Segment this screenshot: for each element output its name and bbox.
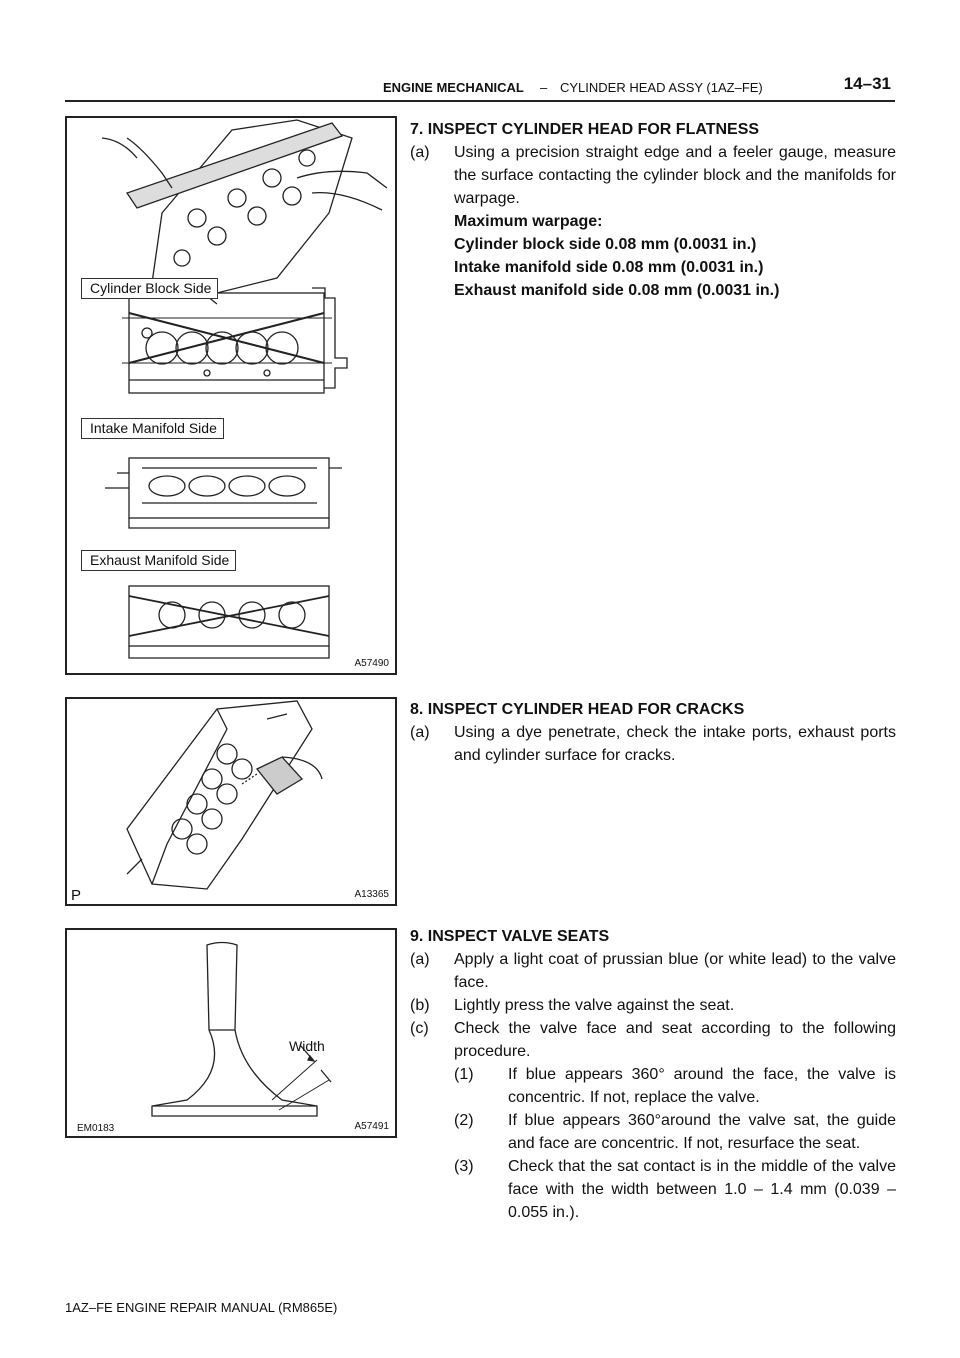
figure-code-left: EM0183 <box>77 1123 115 1134</box>
sub-text: If blue appears 360°around the valve sat, the guide and face are concentric. If not, resurface the seat. <box>508 1112 896 1152</box>
step-item <box>410 1017 896 1063</box>
sub-text: Check that the sat contact is in the middle of the valve face with the width between 1.0 – 1.4 mm (0.039 – 0.055 in.). <box>508 1158 896 1221</box>
page-footer: 1AZ–FE ENGINE REPAIR MANUAL (RM865E) <box>65 1300 338 1315</box>
step-item <box>410 994 896 1017</box>
page-number: 14–31 <box>843 74 891 93</box>
item-text: Lightly press the valve against the seat. <box>454 997 735 1014</box>
sub-item <box>410 1155 896 1224</box>
sub-marker: (2) <box>454 1112 474 1129</box>
subsection-title: CYLINDER HEAD ASSY (1AZ–FE) <box>560 80 763 95</box>
spec-label: Maximum warpage: <box>454 213 603 230</box>
step-7 <box>410 118 896 302</box>
valve-illustration <box>67 930 395 1136</box>
item-marker: (a) <box>410 951 430 968</box>
item-marker: (a) <box>410 724 430 741</box>
figure-code: A57491 <box>354 1121 389 1132</box>
item-text: Check the valve face and seat according to the following procedure. <box>454 1020 896 1060</box>
item-marker: (c) <box>410 1020 429 1037</box>
label-exhaust-manifold-side: Exhaust Manifold Side <box>81 550 236 571</box>
item-text: Using a dye penetrate, check the intake ports, exhaust ports and cylinder surface for cracks. <box>454 724 896 764</box>
item-text: Using a precision straight edge and a feeler gauge, measure the surface contacting the cylinder block and the manifolds for warpage. <box>454 144 896 207</box>
figure-code: A57490 <box>354 658 389 669</box>
step-heading: 9. INSPECT VALVE SEATS <box>410 928 610 945</box>
step-heading: 7. INSPECT CYLINDER HEAD FOR FLATNESS <box>410 121 760 138</box>
sub-item <box>410 1063 896 1109</box>
label-cylinder-block-side: Cylinder Block Side <box>81 278 218 299</box>
step-item <box>410 141 896 210</box>
cracks-illustration <box>67 699 395 904</box>
figure-corner-mark: P <box>71 887 82 904</box>
step-heading: 8. INSPECT CYLINDER HEAD FOR CRACKS <box>410 701 745 718</box>
step-item <box>410 948 896 994</box>
item-text: Apply a light coat of prussian blue (or white lead) to the valve face. <box>454 951 896 991</box>
sub-marker: (3) <box>454 1158 474 1175</box>
figure-valve-seat <box>65 928 397 1138</box>
sub-marker: (1) <box>454 1066 474 1083</box>
figure-flatness <box>65 116 397 675</box>
figure-cracks <box>65 697 397 906</box>
section-title: ENGINE MECHANICAL <box>383 80 524 95</box>
step-8 <box>410 698 896 767</box>
sub-item <box>410 1109 896 1155</box>
flatness-illustration <box>67 118 395 673</box>
step-9 <box>410 925 896 1224</box>
spec-value: Cylinder block side 0.08 mm (0.0031 in.) <box>454 236 757 253</box>
width-label: Width <box>289 1038 325 1054</box>
step-item <box>410 721 896 767</box>
spec-value: Intake manifold side 0.08 mm (0.0031 in.) <box>454 259 764 276</box>
header-dash: – <box>540 80 548 95</box>
figure-code: A13365 <box>354 889 389 900</box>
page-header <box>65 74 895 102</box>
item-marker: (a) <box>410 144 430 161</box>
sub-text: If blue appears 360° around the face, the valve is concentric. If not, replace the valve. <box>508 1066 896 1106</box>
spec-value: Exhaust manifold side 0.08 mm (0.0031 in.) <box>454 282 780 299</box>
label-intake-manifold-side: Intake Manifold Side <box>81 418 224 439</box>
item-marker: (b) <box>410 997 430 1014</box>
